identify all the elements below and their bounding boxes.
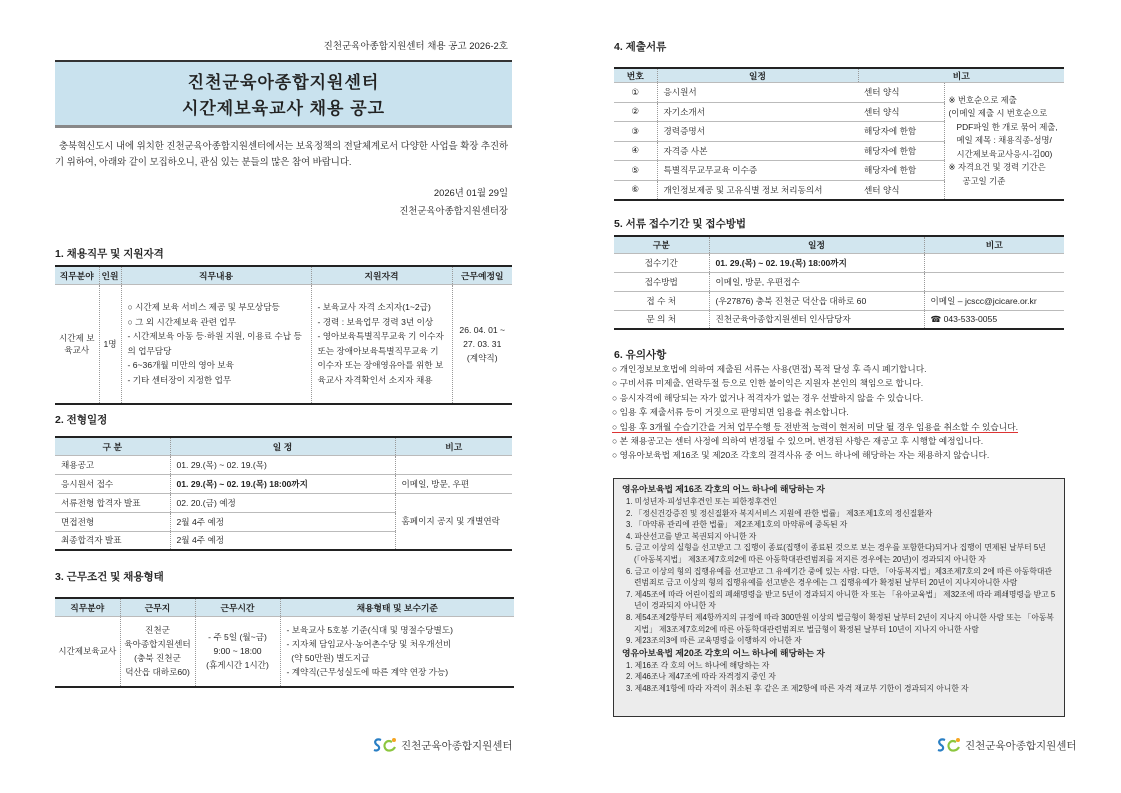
notice-date: 2026년 01월 29일 — [433, 187, 508, 198]
stage-date: 01. 29.(목) ~ 02. 19.(목) 18:00까지 — [170, 474, 395, 493]
line: ※ 번호순으로 제출 — [948, 94, 1017, 105]
stage-date: 2월 4주 예정 — [170, 531, 395, 550]
col-header: 구분 — [614, 236, 709, 253]
stage-note: 홈페이지 공지 및 개별연락 — [395, 493, 512, 550]
signer: 진천군육아종합지원센터장 — [399, 205, 508, 216]
line: - 주 5일 (월~금) — [208, 632, 267, 643]
line: 육아종합지원센터 — [124, 639, 191, 650]
doc-type: 센터 양식 — [858, 180, 944, 200]
doc-type: 해당자에 한함 — [858, 141, 944, 161]
section-5-heading: 5. 서류 접수기간 및 접수방법 — [614, 218, 746, 230]
box-item: 9. 제23조의3에 따른 교육명령을 이행하지 아니한 자 — [626, 636, 802, 646]
job-field: 시간제 보육교사 — [55, 284, 99, 404]
box-item: 1. 미성년자·피성년후견인 또는 피한정후견인 — [626, 497, 778, 506]
footer-logo — [372, 737, 513, 753]
col-header: 채용형태 및 보수기준 — [280, 598, 514, 616]
box-item: 3. 제48조제1항에 따라 자격이 취소된 후 같은 조 제2항에 따른 자격 재교부 기한이 경과되지 아니한 자 — [626, 683, 969, 693]
box-item: 1. 제16조 각 호의 어느 하나에 해당하는 자 — [626, 660, 770, 670]
stage-note — [395, 455, 512, 474]
stage-note: 이메일, 방문, 우편 — [395, 474, 512, 493]
col-header: 비고 — [858, 68, 1064, 83]
duty-item: ○ 시간제 보육 서비스 제공 및 부모상담등 — [127, 302, 280, 313]
doc-remark — [944, 83, 1064, 200]
doc-name: 자기소개서 — [657, 102, 858, 122]
doc-no: ③ — [614, 122, 657, 142]
row-value: 진천군육아종합지원센터 인사담당자 — [709, 310, 924, 329]
table-row — [614, 291, 1064, 310]
doc-type: 해당자에 한함 — [858, 122, 944, 142]
table-row — [614, 83, 1064, 103]
table-row — [614, 272, 1064, 291]
line: 공고일 기준 — [962, 175, 1006, 186]
disqualification-box — [613, 478, 1065, 717]
section-6-heading: 6. 유의사항 — [614, 349, 667, 361]
note-item-underlined: ○ 임용 후 3개월 수습기간을 거쳐 업무수행 등 전반적 능력이 현저히 미달 될 경우 임용을 취소할 수 있습니다. — [612, 421, 1018, 432]
work-hours — [195, 616, 280, 687]
doc-type: 센터 양식 — [858, 102, 944, 122]
email-link[interactable]: 이메일 – jcscc@jcicare.or.kr — [924, 291, 1064, 310]
line: (이메일 제출 시 번호순으로 — [948, 108, 1048, 118]
qual-item: - 영아보육특별직무교육 기 이수자 또는 장애아보육특별직무교육 기 이수자 또는 장애영유아를 위한 보육교사 자격확인서 소지자 채용 — [317, 331, 444, 385]
table-row — [614, 310, 1064, 329]
stage-date: 2월 4주 예정 — [170, 512, 395, 531]
workplace — [120, 616, 195, 687]
row-label: 접 수 처 — [614, 291, 709, 310]
line: PDF파일 한 개로 묶어 제출, — [956, 121, 1058, 132]
row-note — [924, 272, 1064, 291]
col-header: 번호 — [614, 68, 657, 83]
stage-date: 02. 20.(금) 예정 — [170, 493, 395, 512]
table-row — [55, 455, 512, 474]
stage: 최종합격자 발표 — [55, 531, 170, 550]
col-header: 직무내용 — [121, 266, 311, 284]
stage: 채용공고 — [55, 455, 170, 474]
duty-item: - 시간제보육 아동 등·하원 지원, 이용료 수납 등의 업무담당 — [127, 331, 302, 356]
doc-type: 센터 양식 — [858, 83, 944, 103]
row-label: 접수기간 — [614, 253, 709, 272]
note-item: ○ 구비서류 미제출, 연락두절 등으로 인한 불이익은 지원자 본인의 책임으로 합니다. — [612, 378, 924, 389]
stage: 면접전형 — [55, 512, 170, 531]
col-header: 비고 — [924, 236, 1064, 253]
notes-list — [612, 362, 1072, 463]
section-4-heading: 4. 제출서류 — [614, 41, 667, 53]
schedule-table — [55, 436, 512, 551]
doc-name: 자격증 사본 — [657, 141, 858, 161]
center-logo-icon — [372, 737, 398, 753]
row-value: (우27876) 충북 진천군 덕산읍 대하로 60 — [709, 291, 924, 310]
footer-logo — [936, 737, 1077, 753]
stage-date: 01. 29.(목) ~ 02. 19.(목) — [170, 455, 395, 474]
col-header: 근무예정일 — [452, 266, 512, 284]
line: 9:00 ~ 18:00 — [213, 646, 262, 657]
stage: 서류전형 합격자 발표 — [55, 493, 170, 512]
table-row — [55, 616, 514, 687]
job-field: 시간제보육교사 — [55, 616, 120, 687]
note-item: ○ 영유아보육법 제16조 및 제20조 각호의 결격사유 중 어느 하나에 해당하는 자는 채용하지 않습니다. — [612, 450, 990, 461]
box-heading: 영유아보육법 제16조 각호의 어느 하나에 해당하는 자 — [622, 484, 825, 494]
box-item: 7. 제45조에 따라 어린이집의 폐쇄명령을 받고 5년이 경과되지 아니한 자 또는 「유아교육법」 제32조에 따라 폐쇄명령을 받고 5년이 경과되지 아니한 자 — [626, 589, 1056, 611]
col-header: 지원자격 — [311, 266, 452, 284]
work-period: 26. 04. 01 ~ 27. 03. 31 (계약직) — [452, 284, 512, 404]
section-1-heading: 1. 채용직무 및 지원자격 — [55, 248, 164, 260]
headcount: 1명 — [99, 284, 121, 404]
qualifications — [311, 284, 452, 404]
col-header: 구 분 — [55, 437, 170, 455]
conditions-table — [55, 597, 514, 688]
note-item: ○ 본 채용공고는 센터 사정에 의하여 변경될 수 있으며, 변경된 사항은 재공고 후 시행할 예정입니다. — [612, 436, 984, 447]
employment-terms — [280, 616, 514, 687]
table-row — [55, 284, 512, 404]
doc-name: 특별직무교무교육 이수증 — [657, 161, 858, 181]
doc-no: ② — [614, 102, 657, 122]
line: (약 50만원) 별도지급 — [286, 653, 370, 664]
col-header: 일정 — [709, 236, 924, 253]
note-item: ○ 임용 후 제출서류 등이 거짓으로 판명되면 임용을 취소합니다. — [612, 407, 849, 418]
box-item: 8. 제54조제2항부터 제4항까지의 규정에 따라 300만원 이상의 벌금형이 확정된 날부터 2년이 지나지 아니한 사람 또는 「아동복지법」 제3조제7호의2에 따른 아동학대관련범죄로 벌금형이 확정된 날부터 10년이 지나지 아니한 사람 — [626, 612, 1054, 634]
duty-item: ○ 그 외 시간제보육 관련 업무 — [127, 316, 236, 327]
col-header: 인원 — [99, 266, 121, 284]
date-signature — [300, 184, 508, 220]
col-header: 근무시간 — [195, 598, 280, 616]
qual-item: - 보육교사 자격 소지자(1~2급) — [317, 302, 431, 313]
box-item: 5. 금고 이상의 실형을 선고받고 그 집행이 종료(집행이 종료된 것으로 보는 경우를 포함한다)되거나 집행이 면제된 날부터 5년(「아동복지법」 제3조제7호의2에 따른 아동학대관련범죄를 저지른 경우에는 20년)이 경과되지 아니한 자 — [626, 543, 1046, 564]
box-item: 2. 「정신건강증진 및 정신질환자 복지서비스 지원에 관한 법률」 제3조제1호의 정신질환자 — [626, 508, 933, 518]
col-header: 일정 — [657, 68, 858, 83]
qual-item: - 경력 : 보육업무 경력 3년 이상 — [317, 316, 434, 327]
box-heading: 영유아보육법 제20조 각호의 어느 하나에 해당하는 자 — [622, 647, 825, 658]
col-header: 직무분야 — [55, 266, 99, 284]
row-label: 문 의 처 — [614, 310, 709, 329]
duties — [121, 284, 311, 404]
notice-number: 진천군육아종합지원센터 채용 공고 2026-2호 — [323, 41, 508, 52]
line: - 보육교사 5호봉 기준(식대 및 명절수당별도) — [286, 625, 453, 636]
doc-no: ⑥ — [614, 180, 657, 200]
submission-table — [614, 235, 1064, 330]
doc-name: 응시원서 — [657, 83, 858, 103]
page-title: 진천군육아종합지원센터 — [187, 73, 380, 92]
doc-no: ① — [614, 83, 657, 103]
table-row — [55, 493, 512, 512]
duty-item: - 기타 센터장이 지정한 업무 — [127, 374, 232, 385]
row-note — [924, 253, 1064, 272]
line: 덕산읍 대하로60) — [125, 667, 190, 678]
table-row — [55, 474, 512, 493]
documents-table — [614, 67, 1064, 201]
job-table — [55, 265, 512, 405]
doc-name: 개인정보제공 및 고유식별 정보 처리동의서 — [657, 180, 858, 200]
title-box — [55, 60, 512, 128]
doc-name: 경력증명서 — [657, 122, 858, 142]
box-item: 2. 제46조나 제47조에 따라 자격정지 중인 자 — [626, 672, 776, 682]
line: - 지자체 담임교사·농어촌수당 및 처우개선비 — [286, 639, 452, 650]
logo-text: 진천군육아종합지원센터 — [965, 739, 1077, 752]
page-subtitle: 시간제보육교사 채용 공고 — [181, 99, 386, 118]
box-item: 3. 「마약류 관리에 관한 법률」 제2조제1호의 마약류에 중독된 자 — [626, 520, 848, 530]
section-2-heading: 2. 전형일정 — [55, 414, 108, 426]
intro-text: 충북혁신도시 내에 위치한 진천군육아종합지원센터에서는 보육정책의 전달체계로서 다양한 사업을 확장 추진하기 위하여, 아래와 같이 모집하오니, 관심 있는 분들의 많은 참여 바랍니다. — [55, 140, 509, 167]
doc-type: 해당자에 한함 — [858, 161, 944, 181]
line: 진천군 — [145, 625, 170, 636]
line: 시간제보육교사응시-김00) — [956, 148, 1053, 159]
stage: 응시원서 접수 — [55, 474, 170, 493]
doc-no: ⑤ — [614, 161, 657, 181]
table-row — [614, 253, 1064, 272]
box-item: 4. 파산선고를 받고 복권되지 아니한 자 — [626, 531, 757, 541]
note-item: ○ 응시자격에 해당되는 자가 없거나 적격자가 없는 경우 선발하지 않을 수 있습니다. — [612, 392, 924, 403]
phone-number: ☎ 043-533-0055 — [924, 310, 1064, 329]
center-logo-icon — [936, 737, 962, 753]
box-item: 6. 금고 이상의 형의 집행유예를 선고받고 그 유예기간 중에 있는 사람. 다만, 「아동복지법」제3조제7호의 2에 따른 아동학대관련범죄로 금고 이상의 형의 집행유예를 선고받은 경우에는 그 집행유예가 확정된 날부터 20년이 지나지아니한 사람 — [626, 566, 1052, 588]
line: - 계약직(근무성실도에 따른 계약 연장 가능) — [286, 667, 449, 678]
col-header: 직무분야 — [55, 598, 120, 616]
line: (충북 진천군 — [134, 653, 181, 664]
note-item: ○ 개인정보보호법에 의하여 제출된 서류는 사용(면접) 목적 달성 후 즉시 폐기합니다. — [612, 364, 927, 374]
line: 메일 제목 : 채용직종-성명/ — [956, 135, 1052, 145]
logo-text: 진천군육아종합지원센터 — [401, 739, 513, 752]
line: ※ 자격요건 및 경력 기간은 — [948, 162, 1046, 172]
section-3-heading: 3. 근무조건 및 채용형태 — [55, 571, 164, 583]
col-header: 근무지 — [120, 598, 195, 616]
row-value: 01. 29.(목) ~ 02. 19.(목) 18:00까지 — [709, 253, 924, 272]
col-header: 비고 — [395, 437, 512, 455]
row-value: 이메일, 방문, 우편접수 — [709, 272, 924, 291]
col-header: 일 정 — [170, 437, 395, 455]
doc-no: ④ — [614, 141, 657, 161]
row-label: 접수방법 — [614, 272, 709, 291]
duty-item: - 6~36개월 미만의 영아 보육 — [127, 360, 234, 371]
line: (휴게시간 1시간) — [206, 660, 269, 671]
